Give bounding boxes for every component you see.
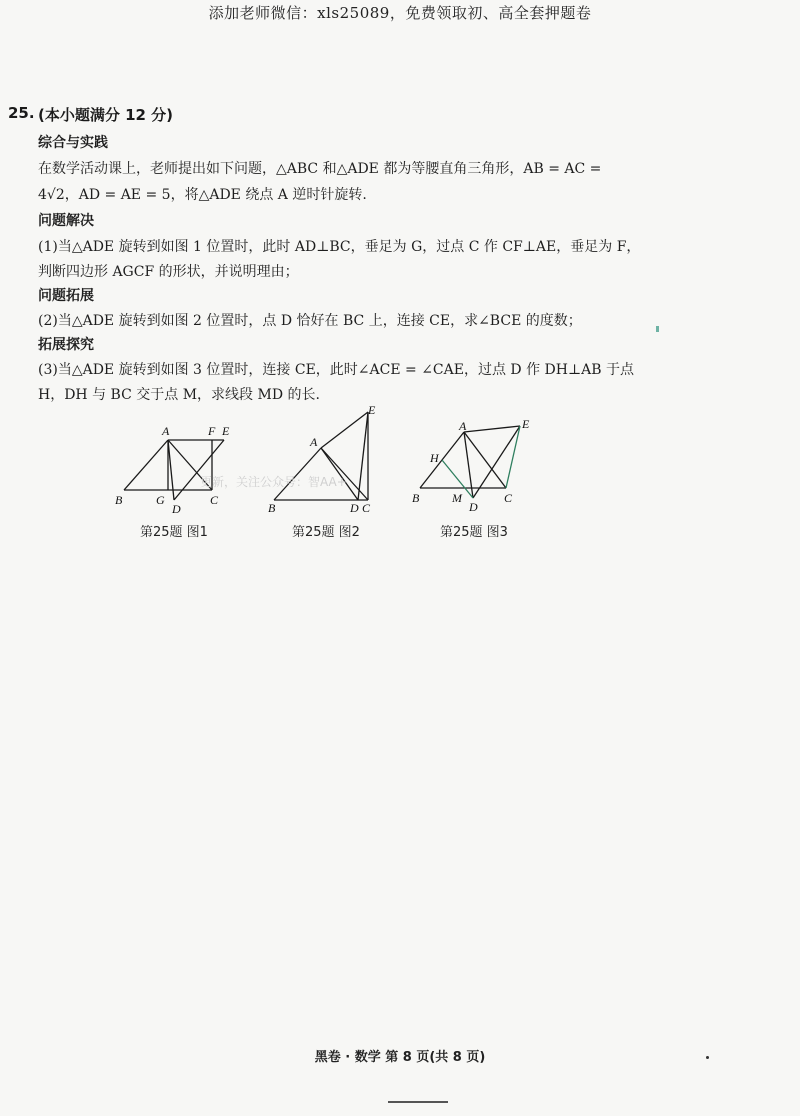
part1-title: 问题解决: [38, 213, 94, 229]
fig2-segment-ae: [321, 412, 368, 448]
figure-3: [410, 414, 545, 514]
fig3-label-e: E: [522, 417, 530, 431]
stray-dot: [706, 1056, 709, 1059]
figure-2-caption: 第25题 图2: [292, 525, 360, 540]
fig1-segment-ed: [174, 440, 224, 500]
margin-mark: [656, 326, 659, 332]
part3-line-1: (3)当△ADE 旋转到如图 3 位置时，连接 CE，此时∠ACE = ∠CAE，过点 D 作 DH⊥AB 于点: [38, 362, 634, 378]
part3-line-2: H，DH 与 BC 交于点 M，求线段 MD 的长.: [38, 387, 320, 403]
page-footer: 黑卷 · 数学 第 8 页(共 8 页): [314, 1050, 486, 1065]
fig1-label-e: E: [222, 424, 230, 438]
fig3-label-h: H: [430, 451, 439, 465]
intro-line-2: 4√2，AD = AE = 5，将△ADE 绕点 A 逆时针旋转.: [38, 187, 367, 203]
figure-1: [112, 418, 242, 518]
fig1-label-f: F: [208, 424, 216, 438]
section-title: 综合与实践: [38, 135, 108, 151]
fig1-segment-ab: [124, 440, 168, 490]
fig1-label-d: D: [172, 502, 181, 516]
fig2-label-a: A: [310, 435, 318, 449]
figure-1-caption: 第25题 图1: [140, 525, 208, 540]
figure-2: [264, 402, 394, 517]
fig1-label-g: G: [156, 493, 165, 507]
question-score: (本小题满分 12 分): [38, 106, 174, 124]
fig3-label-c: C: [504, 491, 513, 505]
part3-title: 拓展探究: [38, 337, 94, 353]
fig2-label-b: B: [268, 501, 276, 515]
fig1-label-c: C: [210, 493, 219, 507]
fig3-segment-ce: [506, 426, 520, 488]
part2-line-1: (2)当△ADE 旋转到如图 2 位置时，点 D 恰好在 BC 上，连接 CE，求∠BCE 的度数；: [38, 313, 582, 329]
fig3-label-a: A: [459, 419, 467, 433]
fig3-label-m: M: [452, 491, 462, 505]
intro-line-1: 在数学活动课上，老师提出如下问题，△ABC 和△ADE 都为等腰直角三角形，AB = AC =: [38, 161, 602, 177]
figure-3-caption: 第25题 图3: [440, 525, 508, 540]
fig1-segment-ad: [168, 440, 174, 500]
page-header-banner: 添加老师微信：xls25089，免费领取初、高全套押题卷: [208, 4, 592, 22]
part1-line-1: (1)当△ADE 旋转到如图 1 位置时，此时 AD⊥BC，垂足为 G，过点 C 作 CF⊥AE，垂足为 F，: [38, 239, 641, 255]
fig3-segment-de: [473, 426, 520, 498]
fig2-label-d: D: [350, 501, 359, 515]
fig3-label-b: B: [412, 491, 420, 505]
fig3-label-d: D: [469, 500, 478, 514]
fig2-label-c: C: [362, 501, 371, 515]
watermark-text: 更新，关注公众号：智AA+: [200, 475, 347, 489]
part2-title: 问题拓展: [38, 288, 94, 304]
fig3-segment-ae: [464, 426, 520, 432]
fig1-label-a: A: [162, 424, 170, 438]
part1-line-2: 判断四边形 AGCF 的形状，并说明理由；: [38, 264, 299, 280]
fig2-label-e: E: [368, 403, 376, 417]
fig2-segment-de: [358, 412, 368, 500]
question-number: 25.: [8, 104, 35, 122]
fig1-label-b: B: [115, 493, 123, 507]
bottom-scan-line: [388, 1101, 448, 1103]
